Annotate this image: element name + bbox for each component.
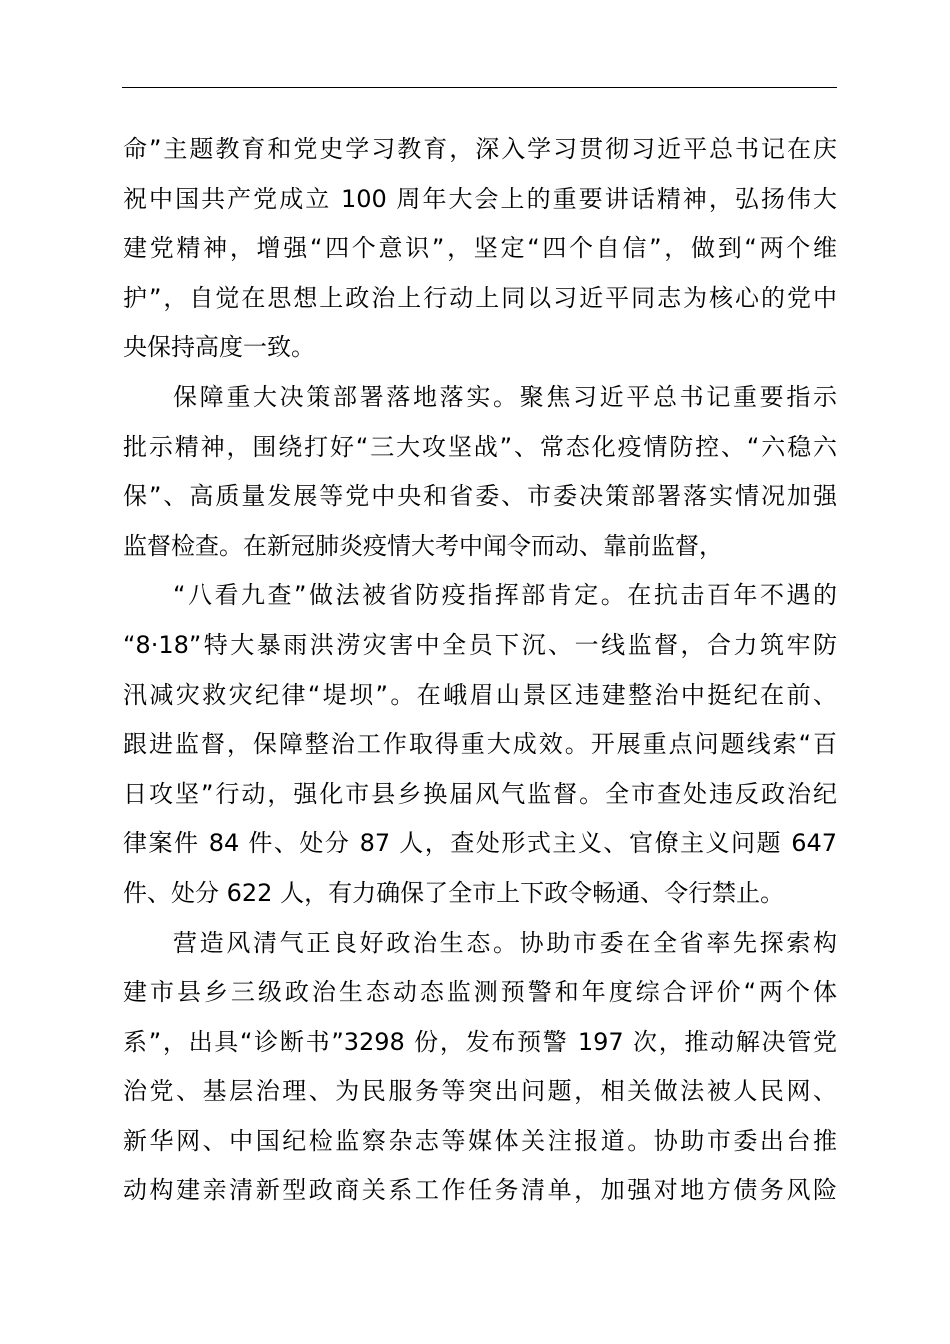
- text-line: 护”，自觉在思想上政治上行动上同以习近平同志为核心的党中: [123, 283, 837, 312]
- document-body: [123, 125, 837, 1216]
- text-line: 建市县乡三级政治生态动态监测预警和年度综合评价“两个体: [123, 978, 837, 1007]
- text-line: 命”主题教育和党史学习教育，深入学习贯彻习近平总书记在庆: [123, 135, 837, 163]
- text-line: 监督检查。在新冠肺炎疫情大考中闻令而动、靠前监督，: [123, 531, 723, 560]
- text-line: 批示精神，围绕打好“三大攻坚战”、常态化疫情防控、“六稳六: [123, 432, 837, 461]
- text-line: 建党精神，增强“四个意识”，坚定“四个自信”，做到“两个维: [123, 234, 837, 263]
- text-line: 系”，出具“诊断书”3298 份，发布预警 197 次，推动解决管党: [123, 1027, 837, 1056]
- text-line: 央保持高度一致。: [123, 333, 315, 362]
- text-line: 保障重大决策部署落地落实。聚焦习近平总书记重要指示: [173, 382, 837, 411]
- text-line: “八看九查”做法被省防疫指挥部肯定。在抗击百年不遇的: [173, 581, 837, 610]
- text-line: 日攻坚”行动，强化市县乡换届风气监督。全市查处违反政治纪: [123, 779, 837, 808]
- text-line: 件、处分 622 人，有力确保了全市上下政令畅通、令行禁止。: [123, 878, 785, 907]
- text-line: 保”、高质量发展等党中央和省委、市委决策部署落实情况加强: [123, 482, 837, 511]
- text-line: 汛减灾救灾纪律“堤坝”。在峨眉山景区违建整治中挺纪在前、: [123, 680, 837, 709]
- text-line: 律案件 84 件、处分 87 人，查处形式主义、官僚主义问题 647: [123, 829, 837, 858]
- text-line: 新华网、中国纪检监察杂志等媒体关注报道。协助市委出台推: [123, 1126, 837, 1155]
- text-line: “8·18”特大暴雨洪涝灾害中全员下沉、一线监督，合力筑牢防: [123, 630, 837, 659]
- text-line: 跟进监督，保障整治工作取得重大成效。开展重点问题线索“百: [123, 730, 837, 759]
- header-rule: [122, 87, 837, 88]
- text-line: 祝中国共产党成立 100 周年大会上的重要讲话精神，弘扬伟大: [123, 184, 837, 213]
- text-line: 营造风清气正良好政治生态。协助市委在全省率先探索构: [173, 928, 837, 957]
- text-line: 治党、基层治理、为民服务等突出问题，相关做法被人民网、: [123, 1077, 837, 1106]
- text-line: 动构建亲清新型政商关系工作任务清单，加强对地方债务风险: [123, 1176, 837, 1205]
